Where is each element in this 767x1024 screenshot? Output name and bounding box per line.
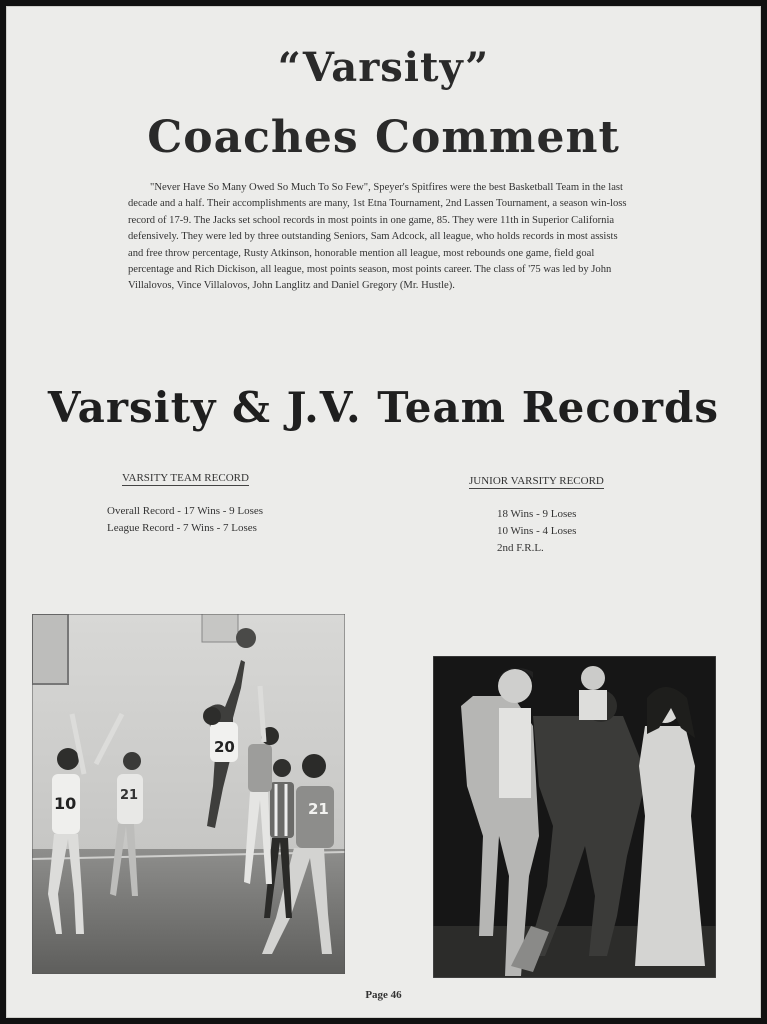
varsity-record-line: Overall Record - 17 Wins - 9 Loses [107,505,264,517]
jersey-number: 20 [214,738,235,756]
jv-record-line: 10 Wins - 4 Loses [497,525,577,537]
jersey-number: 21 [120,788,139,803]
varsity-record-line: League Record - 7 Wins - 7 Loses [107,522,257,534]
page-number: Page 46 [365,989,402,1001]
jv-record-line: 2nd F.R.L. [497,542,544,554]
coaches-comment-text: "Never Have So Many Owed So Much To So Few", Speyer's Spitfires were the best Basketball Team in the last decade and a half. Their accomplishments are many, 1st Etna Tournament, 2nd Lassen Tournament, a season win-loss record of 17-9. The Jacks set school records in most points in one game, 85. They were 11th in Superior California defensively. They were led by three outstanding Seniors, Sam Adcock, all league, who holds records in most assists and free throw percentage, Rusty Atkinson, honorable mention all league, most rebounds one game, field goal percentage and Rich Dickison, all league, most points season, most points career. The class of '75 was led by John Villalovos, Vince Villalovos, John Langlitz and Daniel Gregory (Mr. Hustle). [128,182,627,292]
basketball-game-photo [32,614,345,974]
title-team-records: Varsity & J.V. Team Records [47,383,720,432]
jersey-number: 21 [308,800,329,818]
dance-photo [433,656,716,978]
varsity-record-heading: VARSITY TEAM RECORD [122,472,249,484]
title-coaches-comment: Coaches Comment [147,112,620,163]
title-varsity: “Varsity” [277,44,490,91]
jersey-number: 10 [54,794,77,813]
jv-record-line: 18 Wins - 9 Loses [497,508,577,520]
jv-record-heading: JUNIOR VARSITY RECORD [469,475,604,487]
